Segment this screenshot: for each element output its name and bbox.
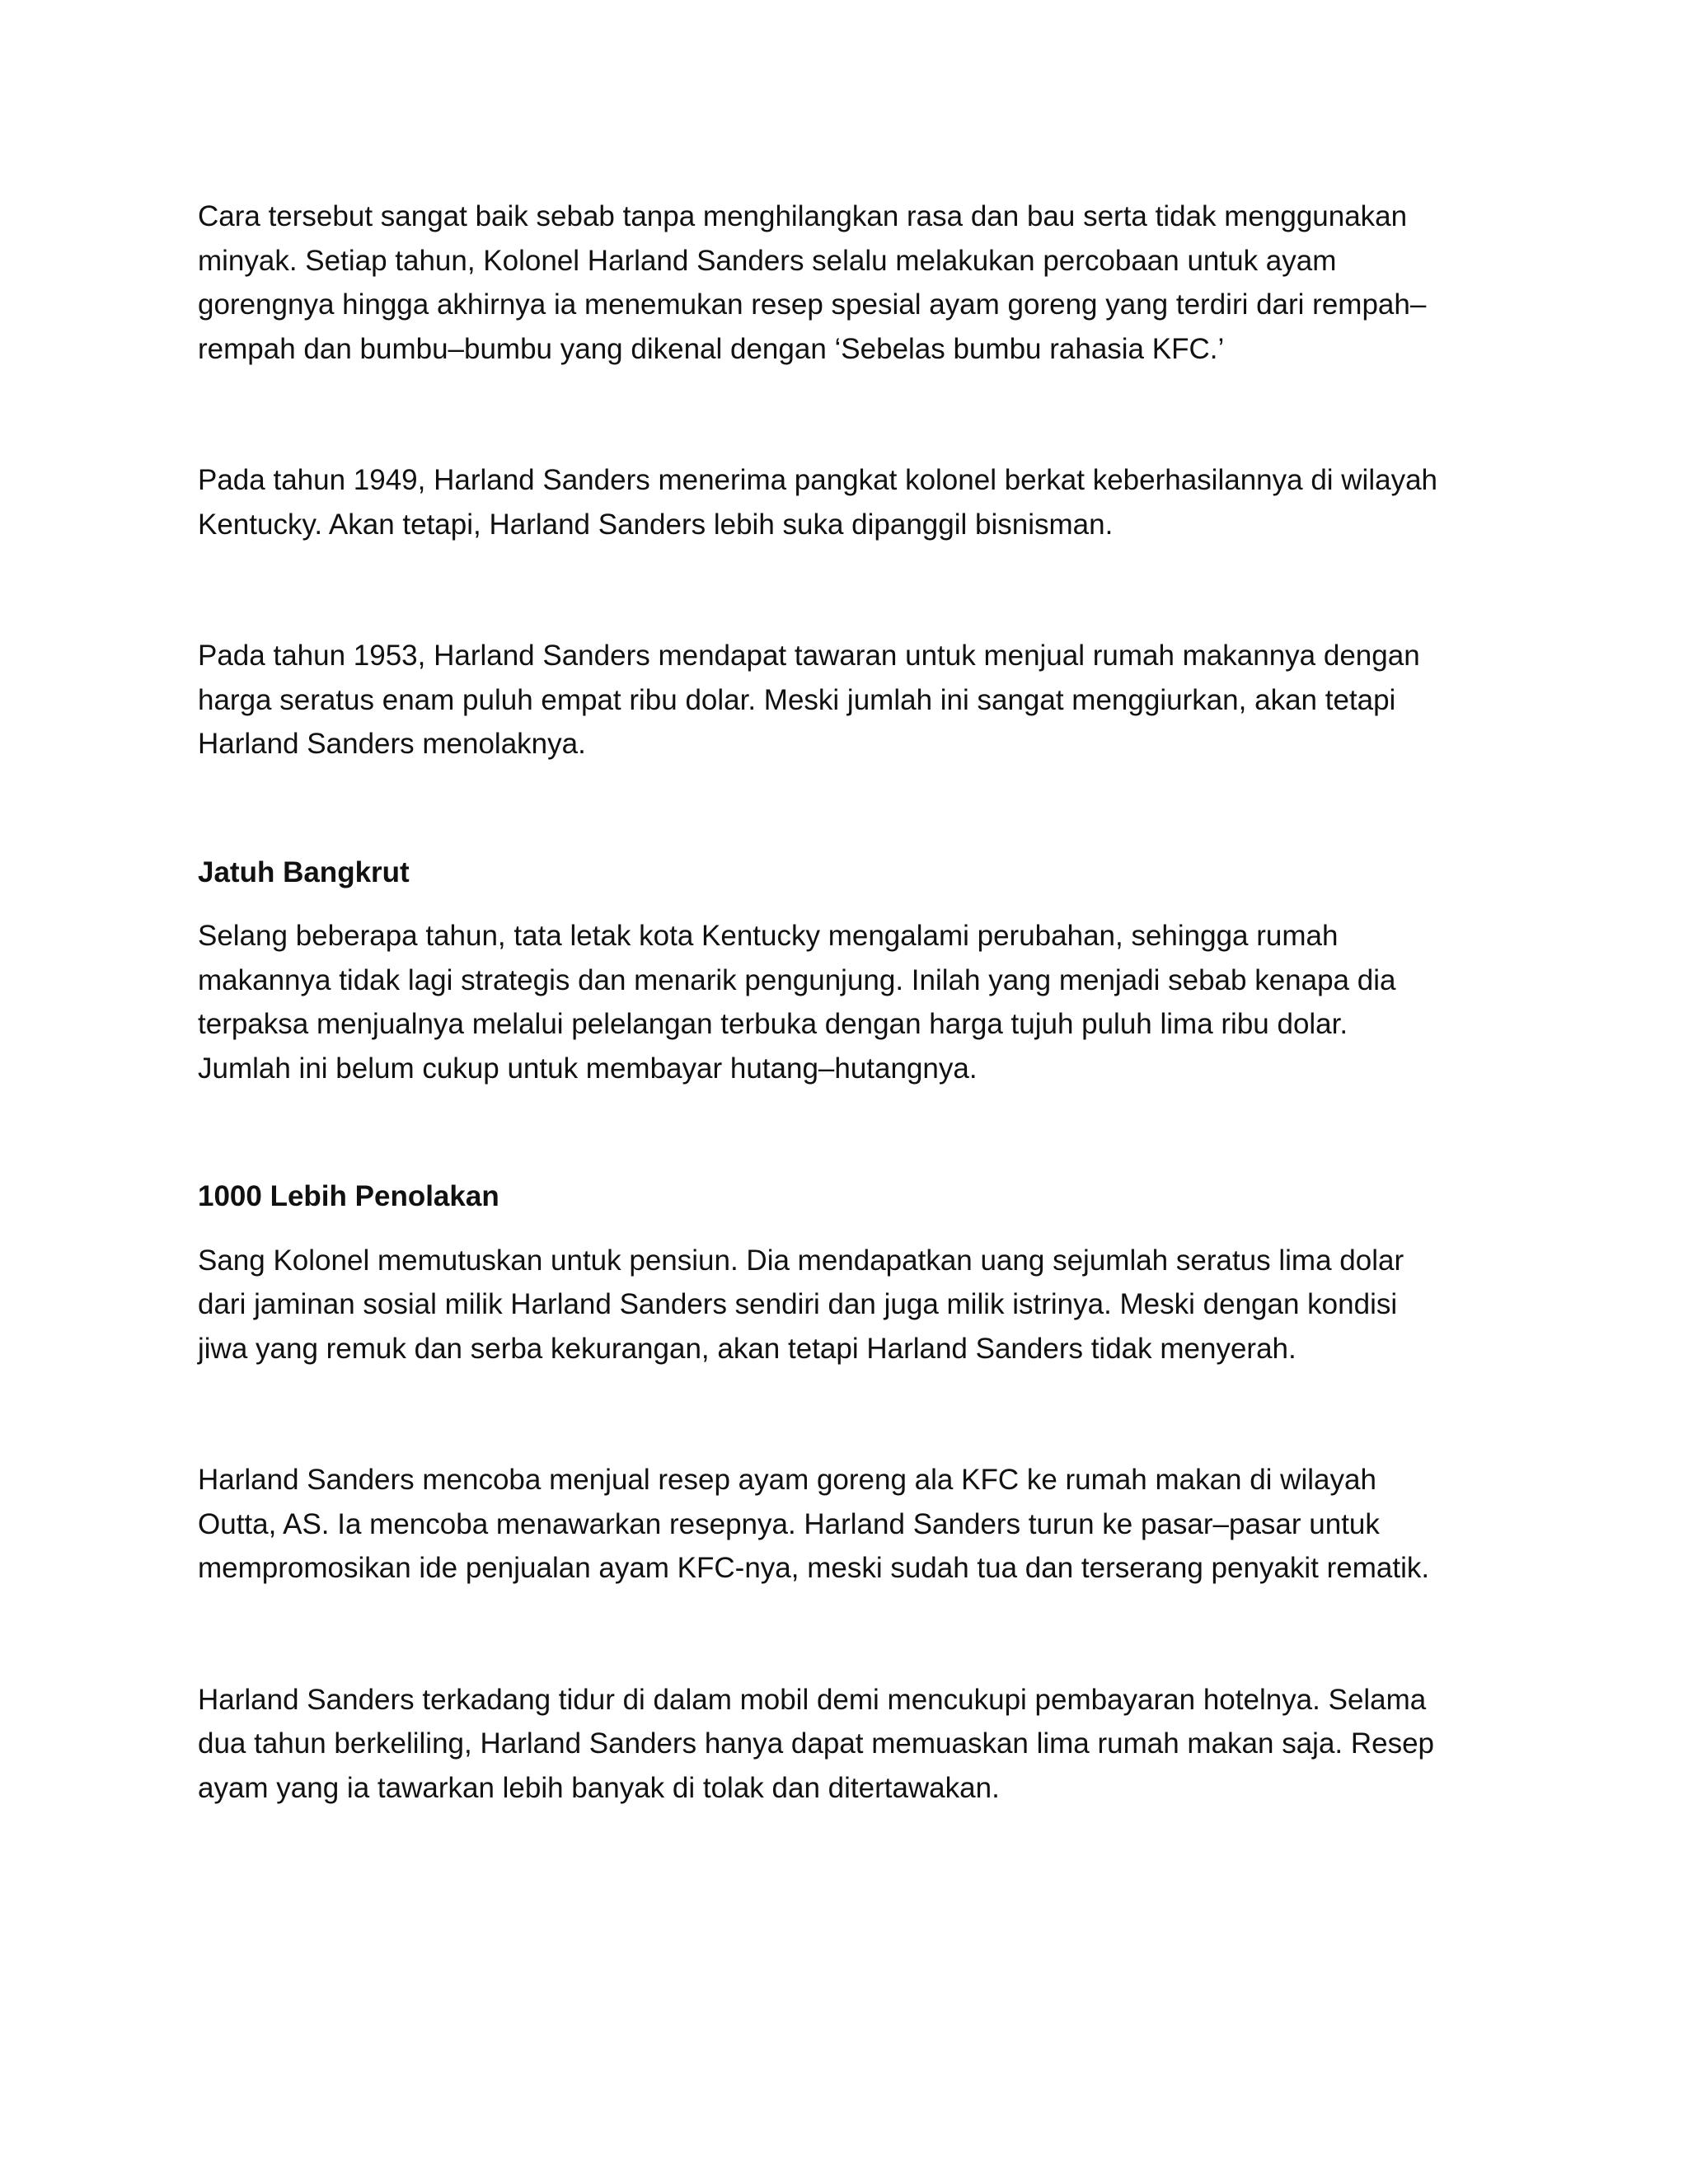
section-heading-jatuh-bangkrut: Jatuh Bangkrut <box>198 855 410 888</box>
paragraph-spacing <box>198 1371 1533 1458</box>
paragraph-line: Selang beberapa tahun, tata letak kota Kentucky mengalami perubahan, sehingga rumah <box>198 920 1339 952</box>
paragraph-spacing <box>198 371 1533 458</box>
section-heading-1000-penolakan: 1000 Lebih Penolakan <box>198 1180 499 1212</box>
document-body <box>198 194 1533 1810</box>
paragraph-line: rempah dan bumbu–bumbu yang dikenal dengan ‘Sebelas bumbu rahasia KFC.’ <box>198 332 1225 365</box>
paragraph-1953 <box>198 634 1533 766</box>
paragraph-selling-recipe <box>198 1458 1533 1591</box>
section-spacing <box>198 766 1533 851</box>
paragraph-spacing <box>198 1591 1533 1678</box>
paragraph-line: Pada tahun 1953, Harland Sanders mendapat tawaran untuk menjual rumah makannya dengan <box>198 640 1420 672</box>
paragraph-line: Pada tahun 1949, Harland Sanders menerima pangkat kolonel berkat keberhasilannya di wilayah <box>198 464 1438 496</box>
paragraph-line: mempromosikan ide penjualan ayam KFC-nya, meski sudah tua dan terserang penyakit rematik. <box>198 1552 1430 1584</box>
paragraph-line: Harland Sanders mencoba menjual resep ayam goreng ala KFC ke rumah makan di wilayah <box>198 1464 1376 1496</box>
paragraph-line: Outta, AS. Ia mencoba menawarkan resepnya. Harland Sanders turun ke pasar–pasar untuk <box>198 1507 1380 1540</box>
paragraph-line: Jumlah ini belum cukup untuk membayar hutang–hutangnya. <box>198 1052 978 1085</box>
paragraph-1949 <box>198 458 1533 546</box>
heading-spacing <box>198 894 1533 914</box>
paragraph-bankrupt <box>198 914 1533 1090</box>
section-spacing <box>198 1090 1533 1174</box>
paragraph-line: Harland Sanders terkadang tidur di dalam mobil demi mencukupi pembayaran hotelnya. Selama <box>198 1683 1427 1716</box>
paragraph-line: harga seratus enam puluh empat ribu dolar. Meski jumlah ini sangat menggiurkan, akan tetapi <box>198 683 1396 716</box>
paragraph-line: Sang Kolonel memutuskan untuk pensiun. Dia mendapatkan uang sejumlah seratus lima dolar <box>198 1244 1404 1277</box>
paragraph-line: jiwa yang remuk dan serba kekurangan, akan tetapi Harland Sanders tidak menyerah. <box>198 1332 1296 1365</box>
paragraph-line: ayam yang ia tawarkan lebih banyak di tolak dan ditertawakan. <box>198 1771 1000 1804</box>
paragraph-cooking-method <box>198 194 1533 371</box>
paragraph-line: Kentucky. Akan tetapi, Harland Sanders lebih suka dipanggil bisnisman. <box>198 508 1114 541</box>
paragraph-line: minyak. Setiap tahun, Kolonel Harland Sanders selalu melakukan percobaan untuk ayam <box>198 244 1337 277</box>
paragraph-spacing <box>198 546 1533 634</box>
paragraph-line: Cara tersebut sangat baik sebab tanpa menghilangkan rasa dan bau serta tidak menggunakan <box>198 200 1408 232</box>
paragraph-line: dua tahun berkeliling, Harland Sanders hanya dapat memuaskan lima rumah makan saja. Resep <box>198 1727 1435 1760</box>
paragraph-line: makannya tidak lagi strategis dan menarik pengunjung. Inilah yang menjadi sebab kenapa dia <box>198 963 1396 996</box>
paragraph-line: dari jaminan sosial milik Harland Sanders sendiri dan juga milik istrinya. Meski dengan kondisi <box>198 1288 1398 1320</box>
paragraph-sleeping-in-car <box>198 1678 1533 1811</box>
paragraph-line: Harland Sanders menolaknya. <box>198 728 586 760</box>
paragraph-line: terpaksa menjualnya melalui pelelangan terbuka dengan harga tujuh puluh lima ribu dolar. <box>198 1008 1348 1040</box>
paragraph-retirement <box>198 1239 1533 1371</box>
heading-spacing <box>198 1219 1533 1239</box>
paragraph-line: gorengnya hingga akhirnya ia menemukan resep spesial ayam goreng yang terdiri dari rempah– <box>198 288 1427 321</box>
